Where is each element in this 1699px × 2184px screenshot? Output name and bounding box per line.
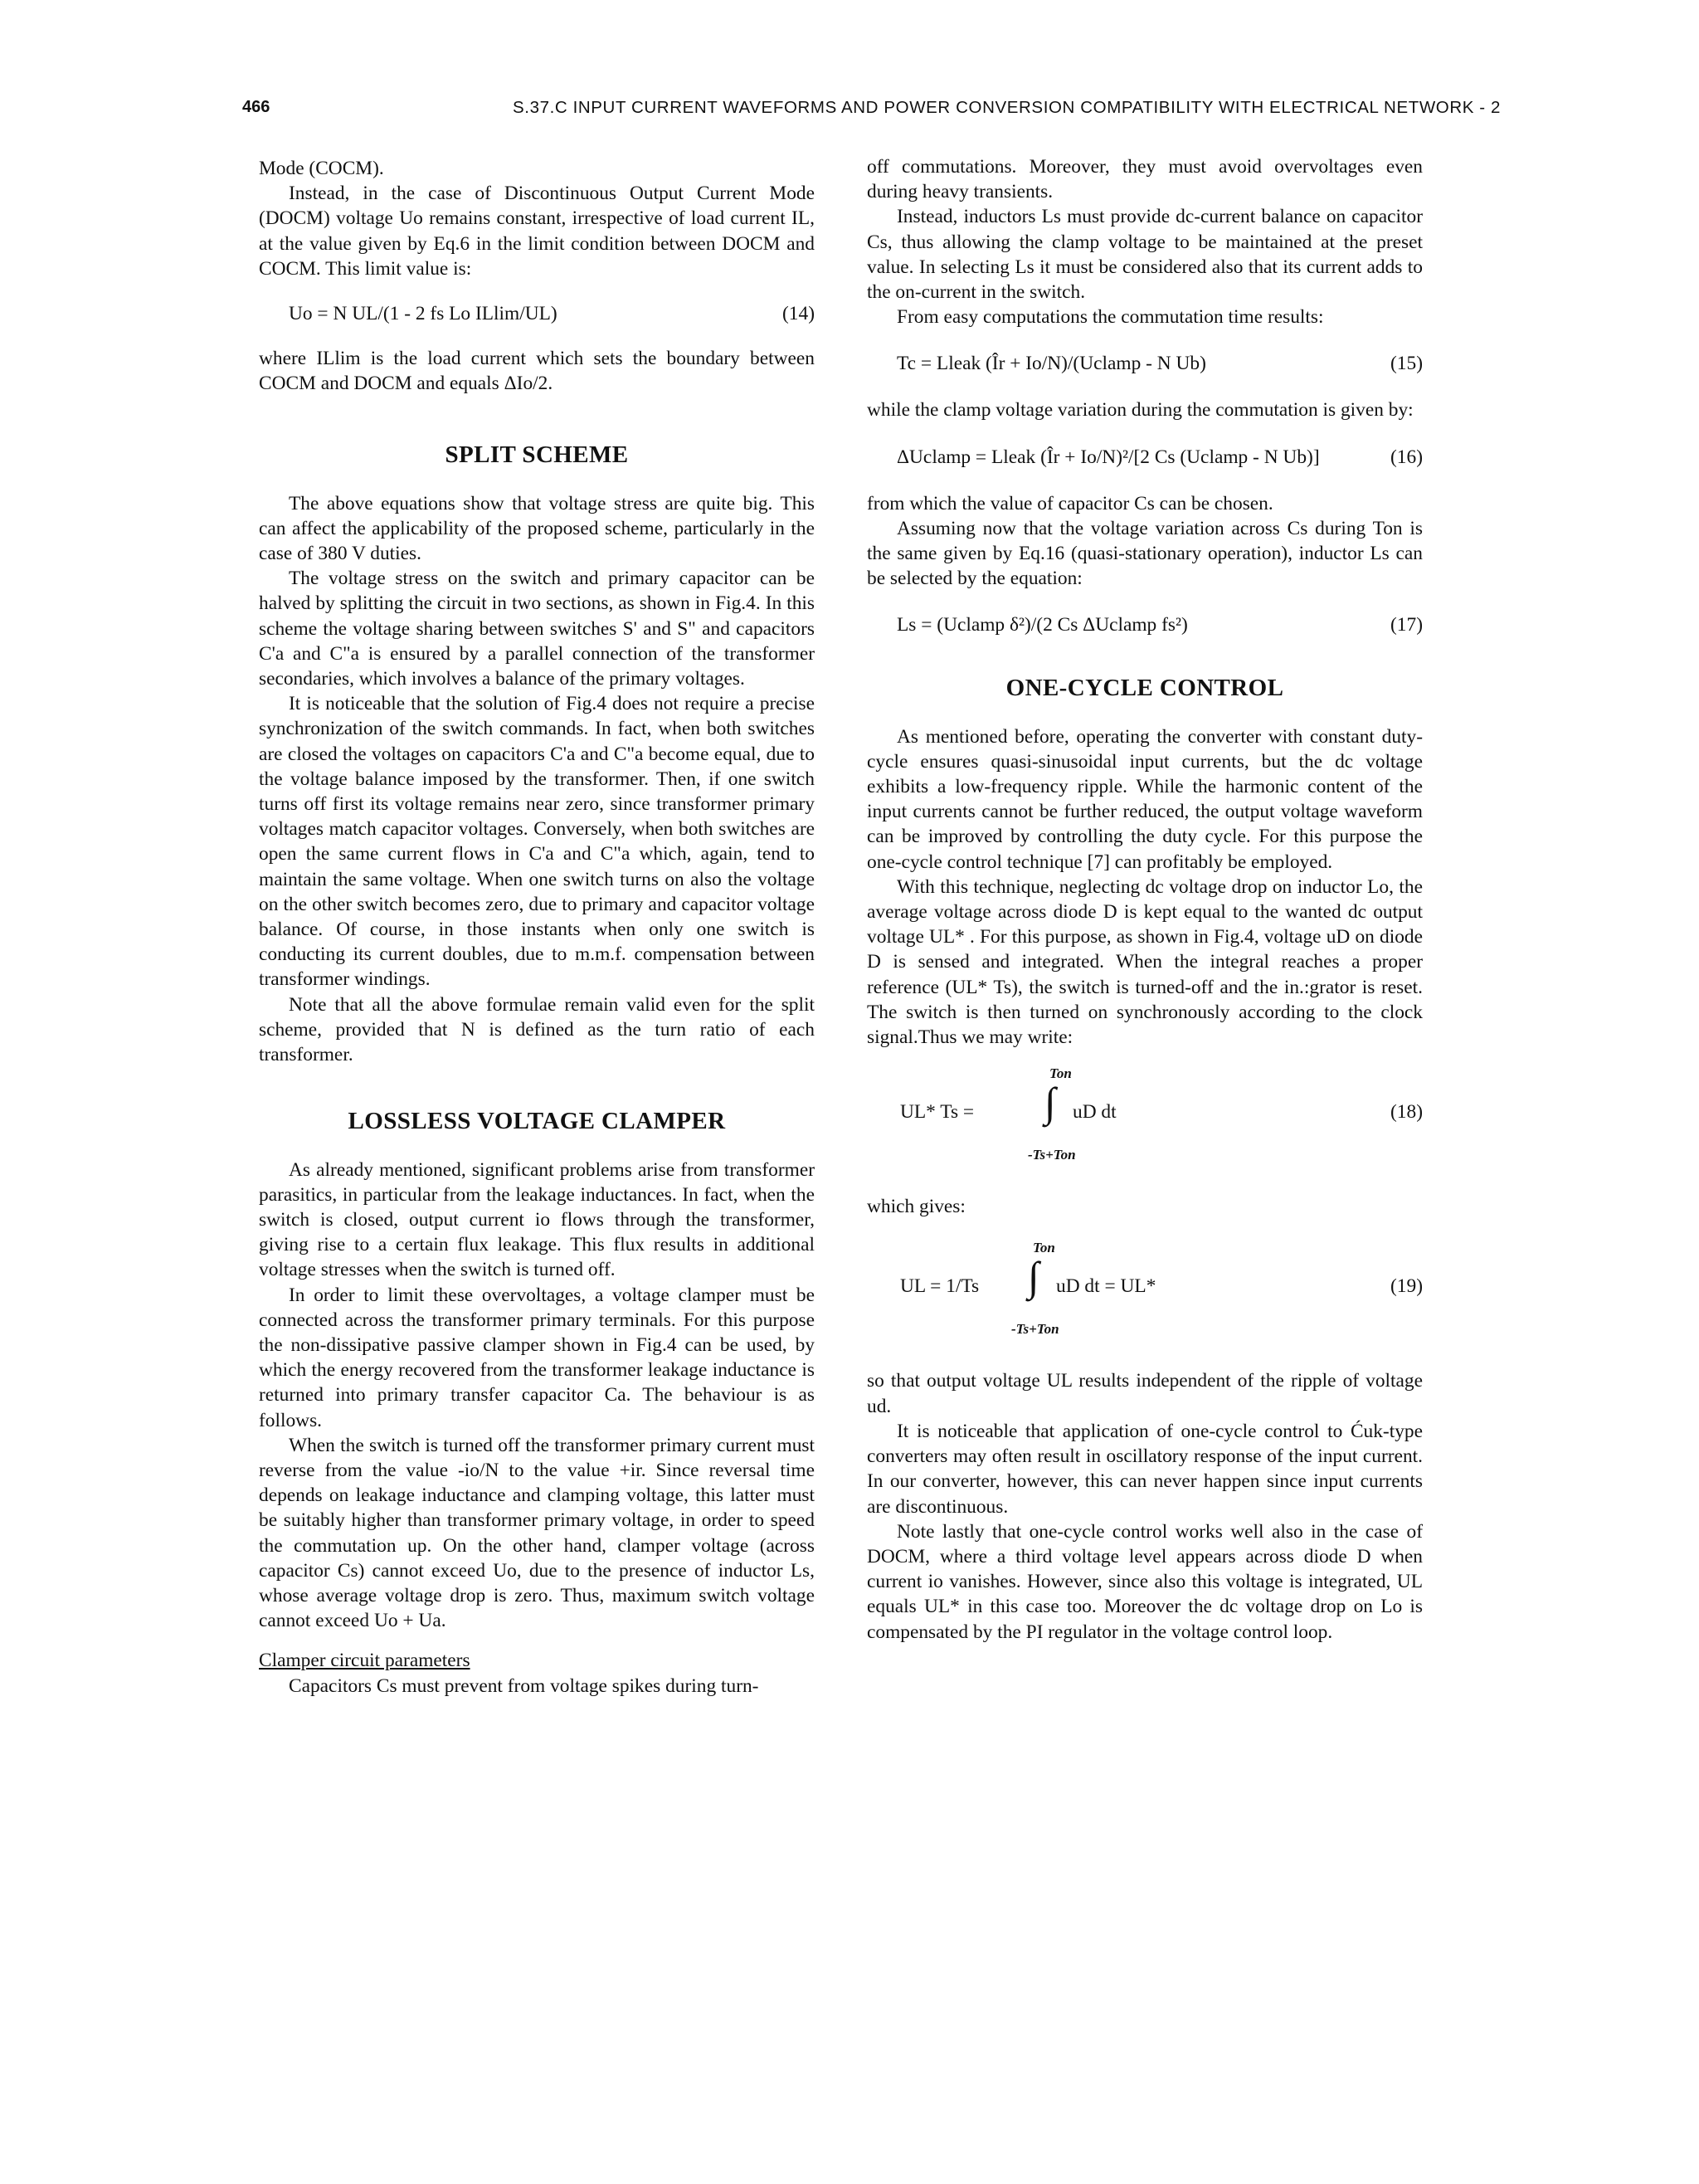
paragraph: so that output voltage UL results independent of the ripple of voltage ud.: [867, 1370, 1423, 1417]
integral-upper-limit: Ton: [1049, 1065, 1072, 1082]
paragraph: Note lastly that one-cycle control works well also in the case of DOCM, where a third voltage level appears across diode D when current io vanishes. However, since also this voltage is integrated, UL equals UL* in this case too. Moreover the dc voltage drop on Lo is compensated by the PI regulator in the voltage control loop.: [867, 1520, 1423, 1643]
equation-18: [867, 1061, 1423, 1186]
equation-body: Tc = Lleak (Îr + Io/N)/(Uclamp - N Ub): [897, 353, 1206, 375]
paragraph: It is noticeable that the solution of Fig.4 does not require a precise synchronization of the switch commands. In fact, when both switches are closed the voltages on capacitors C'a and C"a become equal, due to the voltage balance imposed by the transformer. Then, if one switch turns off first its voltage remains near zero, since transformer primary voltages match capacitor voltages. Conversely, when both switches are open the same current flows in C'a and C"a which, again, tend to maintain the same voltage. When one switch turns on also the voltage on the other switch becomes zero, due to primary and capacitor voltage balance. Of course, in those instants when only one switch is conducting its current doubles, due to m.m.f. compensation between transformer windings.: [259, 693, 815, 991]
equation-number: (16): [1390, 446, 1423, 468]
section-title-lossless-voltage-clamper: LOSSLESS VOLTAGE CLAMPER: [348, 1108, 726, 1135]
paragraph: From easy computations the commutation time results:: [897, 306, 1324, 329]
equation-17: [867, 612, 1423, 637]
paragraph: Capacitors Cs must prevent from voltage spikes during turn-: [289, 1675, 759, 1697]
paragraph: As already mentioned, significant problems arise from transformer parasitics, in particular from the leakage inductances. In fact, when the switch is closed, output current io flows through the transformer, giving rise to a certain flux leakage. This flux results in additional voltage stresses when the switch is turned off.: [259, 1158, 815, 1281]
paragraph: It is noticeable that application of one-cycle control to Ćuk-type converters may often result in oscillatory response of the input current. In our converter, however, this can never happen since input currents are discontinuous.: [867, 1420, 1423, 1518]
integral-upper-limit: Ton: [1033, 1240, 1055, 1256]
paragraph: where ILlim is the load current which sets the boundary between COCM and DOCM and equals ΔIo/2.: [259, 348, 815, 395]
equation-number: (18): [1390, 1101, 1423, 1124]
integral-sign: ∫: [1044, 1079, 1056, 1126]
equation-19: [867, 1236, 1423, 1360]
equation-15: [867, 351, 1423, 376]
paragraph: With this technique, neglecting dc voltage drop on inductor Lo, the average voltage across diode D is kept equal to the wanted dc output voltage UL* . For this purpose, as shown in Fig.4, voltage uD on diode D is sensed and integrated. When the integral reaches a proper reference (UL* Ts), the switch is turned-off and the in.:grator is reset. The switch is then turned on synchronously according to the clock signal.Thus we may write:: [867, 875, 1423, 1049]
paragraph: while the clamp voltage variation during the commutation is given by:: [867, 399, 1414, 422]
equation-body: ΔUclamp = Lleak (Îr + Io/N)²/[2 Cs (Uclamp - N Ub)]: [897, 446, 1320, 468]
equation-body: Ls = (Uclamp δ²)/(2 Cs ΔUclamp fs²): [897, 614, 1188, 636]
paragraph: Instead, in the case of Discontinuous Output Current Mode (DOCM) voltage Uo remains constant, irrespective of load current IL, at the value given by Eq.6 in the limit condition between DOCM and COCM. This limit value is:: [259, 183, 815, 280]
equation-number: (14): [782, 303, 815, 325]
equation-number: (17): [1390, 614, 1423, 636]
equation-16: [867, 445, 1423, 470]
equation-number: (15): [1390, 353, 1423, 375]
paragraph: which gives:: [867, 1196, 966, 1218]
equation-body: Uo = N UL/(1 - 2 fs Lo ILlim/UL): [289, 303, 557, 325]
section-title-split-scheme: SPLIT SCHEME: [445, 441, 629, 469]
left-column: [259, 156, 815, 1699]
equation-lhs: UL* Ts =: [900, 1101, 975, 1124]
equation-rhs: uD dt: [1073, 1101, 1117, 1124]
right-column: [867, 154, 1423, 1645]
paragraph: The above equations show that voltage stress are quite big. This can affect the applicability of the proposed scheme, particularly in the case of 380 V duties.: [259, 492, 815, 565]
integral-lower-limit: -Ts+Ton: [1028, 1147, 1076, 1163]
page-number: 466: [242, 98, 270, 116]
running-header: S.37.C INPUT CURRENT WAVEFORMS AND POWER CONVERSION COMPATIBILITY WITH ELECTRICAL NETWORK - 2: [513, 98, 1502, 117]
integral-sign: ∫: [1028, 1253, 1039, 1300]
equation-14: [259, 301, 815, 326]
paragraph: off commutations. Moreover, they must avoid overvoltages even during heavy transients.: [867, 156, 1423, 203]
paragraph: In order to limit these overvoltages, a voltage clamper must be connected across the transformer primary terminals. For this purpose the non-dissipative passive clamper shown in Fig.4 can be used, by which the energy recovered from the transformer leakage inductance is returned into primary transfer capacitor Ca. The behaviour is as follows.: [259, 1284, 815, 1431]
section-title-one-cycle-control: ONE-CYCLE CONTROL: [1005, 675, 1284, 702]
paragraph: from which the value of capacitor Cs can be chosen.: [867, 492, 1273, 514]
subsection-heading: Clamper circuit parameters: [259, 1650, 470, 1672]
paragraph: Instead, inductors Ls must provide dc-current balance on capacitor Cs, thus allowing the clamp voltage to be maintained at the preset value. In selecting Ls it must be considered also that its current adds to the on-current in the switch.: [867, 206, 1423, 304]
paragraph: Mode (COCM).: [259, 158, 384, 179]
paragraph: Note that all the above formulae remain valid even for the split scheme, provided that N is defined as the turn ratio of each transformer.: [259, 993, 815, 1066]
integral-lower-limit: -Ts+Ton: [1011, 1321, 1059, 1338]
paragraph: When the switch is turned off the transformer primary current must reverse from the value -io/N to the value +ir. Since reversal time depends on leakage inductance and clamping voltage, this latter must be suitably higher than transformer primary voltage, in order to speed the commutation up. On the other hand, clamper voltage (across capacitor Cs) cannot exceed Uo, due to the presence of inductor Ls, whose average voltage drop is zero. Thus, maximum switch voltage cannot exceed Uo + Ua.: [259, 1434, 815, 1632]
paragraph: The voltage stress on the switch and primary capacitor can be halved by splitting the circuit in two sections, as shown in Fig.4. In this scheme the voltage sharing between switches S' and S" and capacitors C'a and C"a is ensured by a parallel connection of the transformer secondaries, which involves a balance of the primary voltages.: [259, 568, 815, 690]
paragraph: Assuming now that the voltage variation across Cs during Ton is the same given by Eq.16 (quasi-stationary operation), inductor Ls can be selected by the equation:: [867, 517, 1423, 590]
equation-lhs: UL = 1/Ts: [900, 1275, 980, 1298]
equation-number: (19): [1390, 1275, 1423, 1298]
equation-rhs: uD dt = UL*: [1056, 1275, 1156, 1298]
paragraph: As mentioned before, operating the converter with constant duty-cycle ensures quasi-sinusoidal input currents, but the dc voltage exhibits a low-frequency ripple. While the harmonic content of the input currents cannot be further reduced, the output voltage waveform can be improved by controlling the duty cycle. For this purpose the one-cycle control technique [7] can profitably be employed.: [867, 725, 1423, 873]
